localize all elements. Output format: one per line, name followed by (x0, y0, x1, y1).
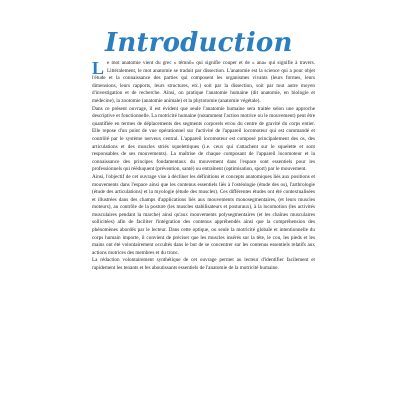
paragraph-2: Dans ce présent ouvrage, il est évident que seule l'anatomie humaine sera traitée selon une approche descriptive et fonctionnelle. La motricité humaine (notamment l'action motrice ou le mouvement) peut être quantifiée en termes de déplacements des segments corporels et/ou du centre de gravité du corps entier. Elle repose d'un point de vue opérationnel sur l'activité de l'appareil locomoteur qui est commandé et contrôlé par le système nerveux central. L'appareil locomoteur est composé principalement des os, des articulations et des muscles striés squelettiques (i.e. ceux qui s'attachent sur le squelette et sont responsables de ses mouvements). La maîtrise de chaque composant de l'appareil locomoteur et la connaissance des principes fondamentaux du mouvement dans l'espace sont essentiels pour les professionnels qui rééduquent (prévention, santé) ou entraînent (optimisation, sport) par le mouvement. (92, 105, 315, 173)
paragraph-4: La rédaction volontairement synthétique de cet ouvrage permet au lecteur d'identifier facilement et rapidement les tenants et les aboutissants essentiels de l'anatomie de la motricité humaine. (92, 257, 315, 272)
paragraph-3: Ainsi, l'objectif de cet ouvrage vise à décliner les définitions et concepts anatomiques liés aux positions et mouvements dans l'espace ainsi que les contenus essentiels liés à l'ostéologie (étude des os), l'arthrologie (étude des articulations) et la myologie (étude des muscles). Ces différentes études ont été contextualisées et illustrées dans des champs d'applications liés aux mouvements monosegmentaires, (et leurs muscles moteurs), au contrôle de la posture (les muscles stabilisateurs et posturaux), à la locomotion (les activités musculaires pendant la marche) ainsi qu'aux mouvements polysegmentaires (et les chaînes musculaires sollicitées) afin de faciliter l'intégration des contenus appréhendés ainsi que la compréhension des phénomènes abordés par le lecteur. Dans cette optique, ou seule la motricité globale et intentionnelle du corps humain importe, il convient de préciser que les muscles insérés sur la tête, le cou, les pieds et les mains ont été volontairement occultés dans le but de se concentrer sur les contenus essentiels relatifs aux actions motrices des membres et du tronc. (92, 173, 315, 256)
body-text (92, 60, 315, 273)
page-title: Introduction (105, 28, 293, 58)
drop-cap: L (92, 58, 105, 78)
paragraph-1 (92, 60, 315, 106)
paragraph-1-text: e mot anatomie vient du grec « témnô» qui signifie couper et de « ana» qui signifie à travers. Littéralement, le mot anatomie se traduit par dissection. L'anatomie est la science qui a pour objet l'étude et la connaissance des parties qui composent les organismes vivants (leurs formes, leurs dimensions, leurs rapports, leurs structures, etc.) soit par la dissection, soit par tout autre moyen d'investigation et de recherche. Ainsi, on pratique l'anatomie humaine (dit anatomie, en biologie et médecine), la zootomie (anatomie animale) et la phytotomie (anatomie végétale). (92, 60, 315, 104)
